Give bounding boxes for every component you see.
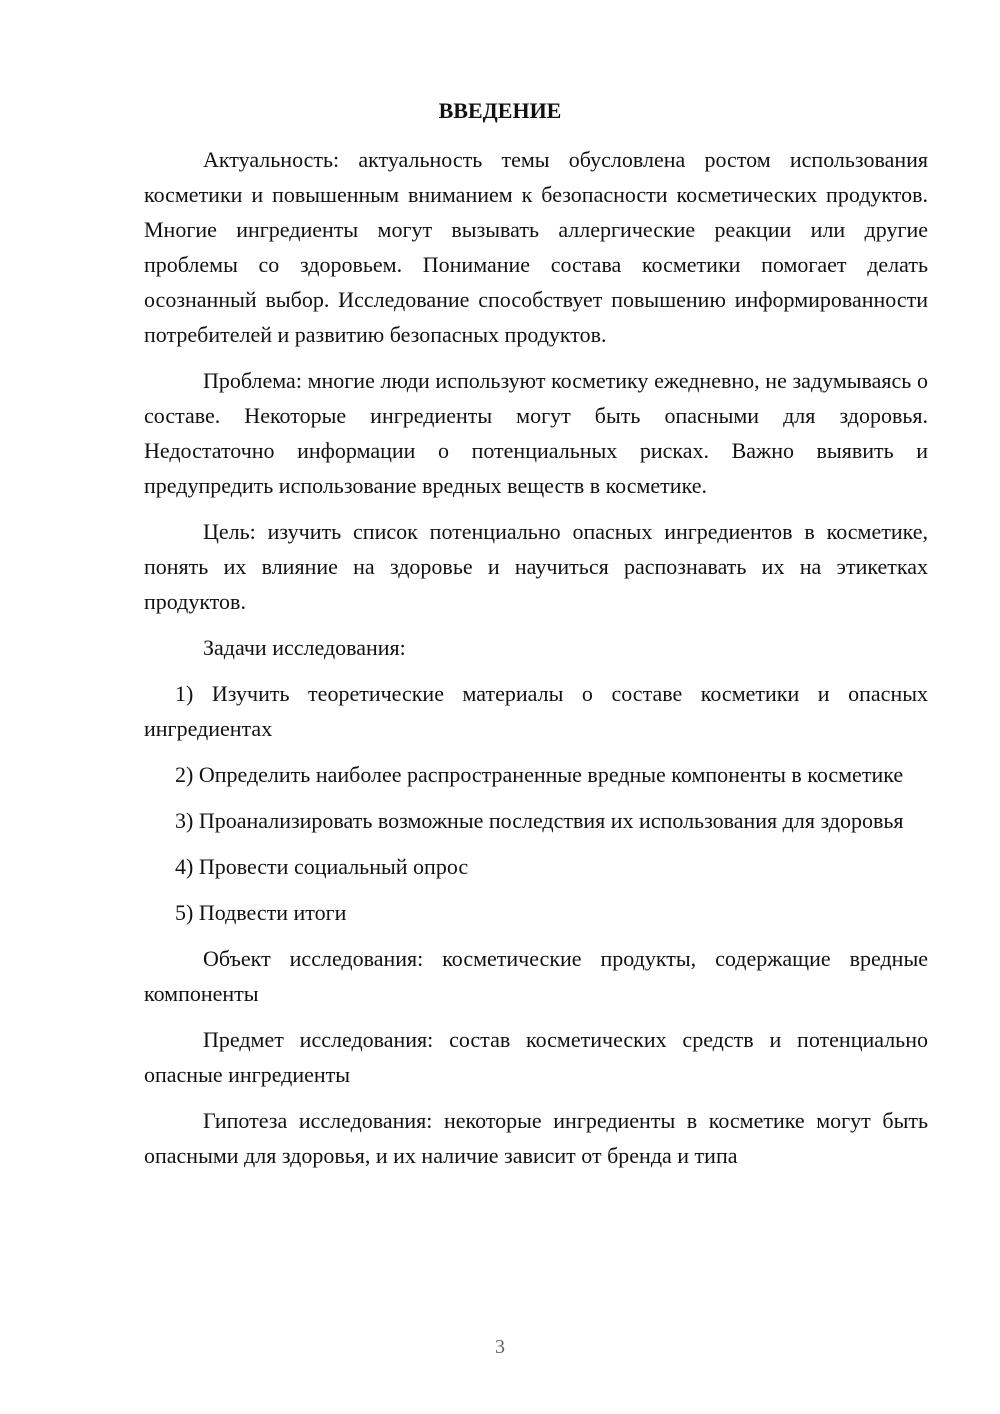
object-paragraph: Объект исследования: косметические продукты, содержащие вредные компоненты bbox=[144, 946, 928, 1006]
subject-paragraph: Предмет исследования: состав косметических средств и потенциально опасные ингредиенты bbox=[144, 1027, 928, 1087]
goal-paragraph: Цель: изучить список потенциально опасных ингредиентов в косметике, понять их влияние на здоровье и научиться распознавать их на этикетках продуктов. bbox=[144, 519, 928, 614]
page-title: ВВЕДЕНИЕ bbox=[438, 98, 562, 123]
hypothesis-paragraph: Гипотеза исследования: некоторые ингредиенты в косметике могут быть опасными для здоровья, и их наличие зависит от бренда и типа bbox=[144, 1108, 928, 1168]
page-number: 3 bbox=[495, 1336, 505, 1358]
task-item-2: 2) Определить наиболее распространенные вредные компоненты в косметике bbox=[175, 762, 904, 787]
task-item-3: 3) Проанализировать возможные последствия их использования для здоровья bbox=[175, 808, 904, 833]
tasks-heading: Задачи исследования: bbox=[203, 635, 406, 660]
relevance-paragraph: Актуальность: актуальность темы обусловлена ростом использования косметики и повышенным вниманием к безопасности косметических продуктов. Многие ингредиенты могут вызывать аллергические реакции или другие проблемы со здоровьем. Понимание состава косметики помогает делать осознанный выбор. Исследование способствует повышению информированности потребителей и развитию безопасных продуктов. bbox=[144, 147, 928, 347]
task-item-1: 1) Изучить теоретические материалы о составе косметики и опасных ингредиентах bbox=[144, 681, 928, 741]
problem-paragraph: Проблема: многие люди используют косметику ежедневно, не задумываясь о составе. Некоторые ингредиенты могут быть опасными для здоровья. Недостаточно информации о потенциальных рисках. Важно выявить и предупредить использование вредных веществ в косметике. bbox=[144, 368, 928, 498]
document-body bbox=[144, 142, 928, 1184]
task-item-5: 5) Подвести итоги bbox=[175, 900, 347, 925]
task-item-4: 4) Провести социальный опрос bbox=[175, 854, 469, 879]
